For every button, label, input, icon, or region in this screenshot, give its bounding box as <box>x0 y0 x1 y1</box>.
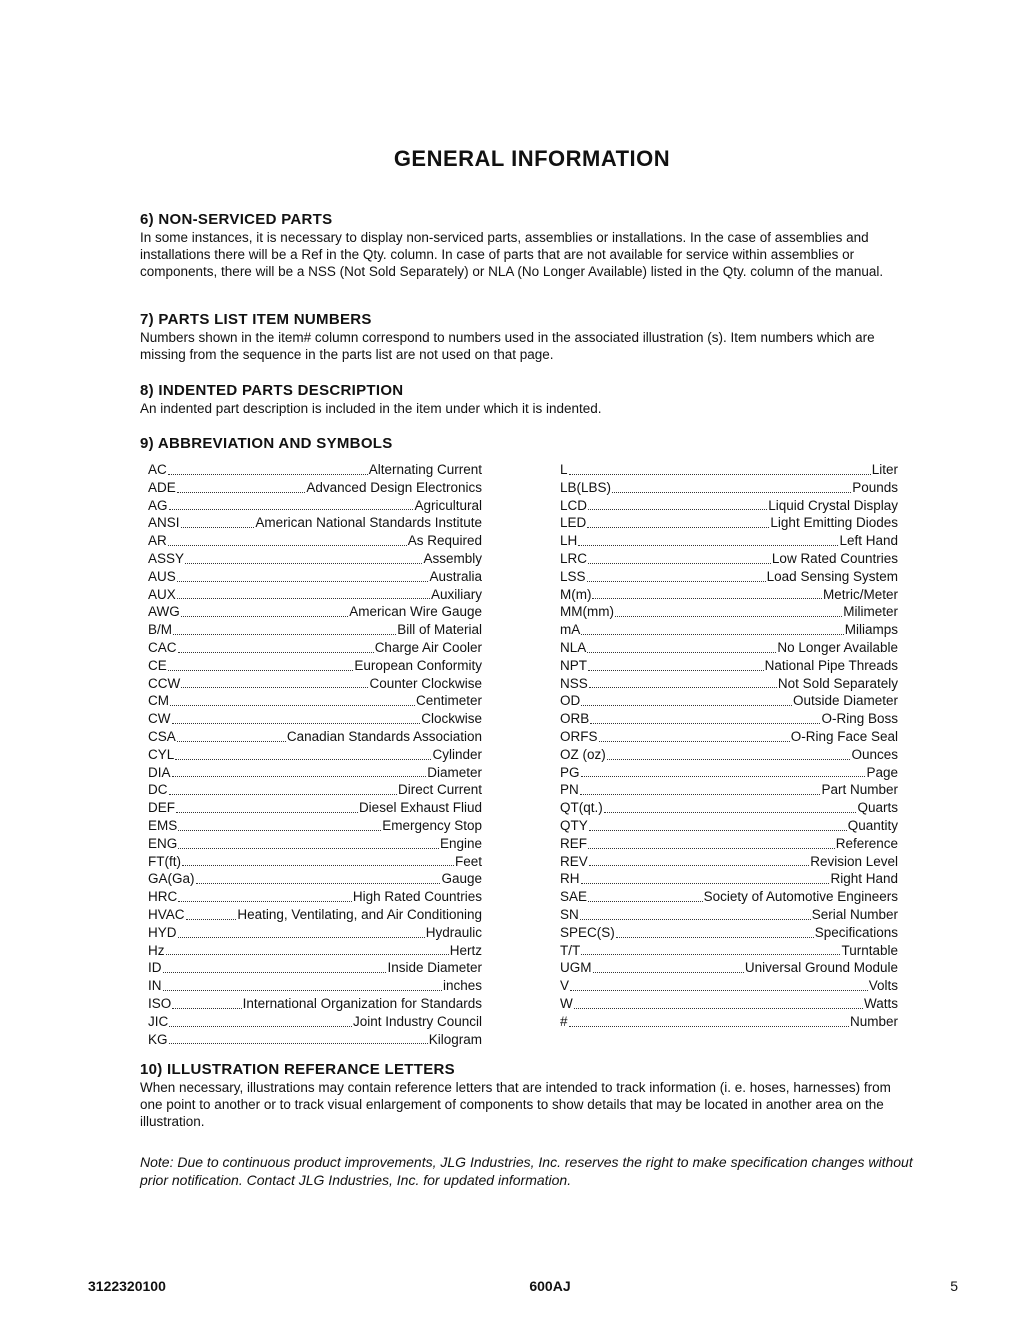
abbreviation-meaning: High Rated Countries <box>352 889 482 905</box>
abbreviation-term: ISO <box>148 995 172 1011</box>
abbreviation-meaning: Reference <box>835 835 898 851</box>
abbreviation-meaning: O-Ring Boss <box>821 711 898 727</box>
abbreviation-meaning: Quarts <box>857 800 898 816</box>
abbreviation-row <box>148 639 482 657</box>
abbreviation-row <box>148 977 482 995</box>
section-heading: 9) ABBREVIATION AND SYMBOLS <box>140 435 393 452</box>
abbreviation-meaning: Watts <box>863 995 898 1011</box>
abbreviation-term: B/M <box>148 622 173 638</box>
footer-doc-number: 3122320100 <box>88 1278 166 1294</box>
abbreviation-meaning: Auxiliary <box>430 586 482 602</box>
dot-leader <box>589 830 847 831</box>
abbreviation-term: V <box>560 978 570 994</box>
abbreviation-term: ORFS <box>560 728 598 744</box>
dot-leader <box>166 954 449 955</box>
abbreviation-meaning: Emergency Stop <box>382 817 482 833</box>
page-title: GENERAL INFORMATION <box>393 146 671 171</box>
abbreviation-row <box>148 657 482 675</box>
abbreviation-meaning: Low Rated Countries <box>771 550 898 566</box>
abbreviation-term: SAE <box>560 889 588 905</box>
abbreviation-row <box>560 781 898 799</box>
abbreviation-term: LB(LBS) <box>560 479 612 495</box>
abbreviation-row <box>148 532 482 550</box>
dot-leader <box>615 616 842 617</box>
dot-leader <box>587 652 776 653</box>
abbreviation-term: HVAC <box>148 906 185 922</box>
dot-leader <box>181 687 368 688</box>
abbreviation-meaning: Part Number <box>821 782 898 798</box>
abbreviation-meaning: International Organization for Standards <box>242 995 482 1011</box>
abbreviation-row <box>148 995 482 1013</box>
abbreviation-row <box>148 603 482 621</box>
abbreviation-meaning: Specifications <box>814 924 898 940</box>
abbreviation-meaning: Volts <box>868 978 898 994</box>
abbreviation-row <box>148 568 482 586</box>
dot-leader <box>588 670 764 671</box>
abbreviation-term: CM <box>148 693 169 709</box>
dot-leader <box>169 509 414 510</box>
dot-leader <box>163 990 442 991</box>
abbreviation-row <box>148 621 482 639</box>
abbreviation-column-left <box>148 461 482 1048</box>
abbreviation-term: # <box>560 1013 568 1029</box>
section-body: When necessary, illustrations may contain reference letters that are intended to track information (i. e. hoses, harnesses) from one point to another or to track visual enlargement of components to show details that may be located in another area on the illustration. <box>140 1080 891 1129</box>
dot-leader <box>599 741 790 742</box>
section-body: Numbers shown in the item# column correspond to numbers used in the associated illustration (s). Item numbers which are missing from the sequence in the parts list are not used on that page. <box>140 330 875 362</box>
abbreviation-row <box>148 924 482 942</box>
abbreviation-term: Hz <box>148 942 165 958</box>
section-body: In some instances, it is necessary to display non-serviced parts, assemblies or installations. In the case of assemblies and installations there will be a Ref in the Qty. column. In case of parts that are not available for service within assemblies or components, there will be a NSS (Not Sold Separately) or NLA (No Longer Available) listed in the Qty. column of the manual. <box>140 230 884 279</box>
abbreviation-term: RH <box>560 871 580 887</box>
abbreviation-row <box>560 639 898 657</box>
section-heading: 7) PARTS LIST ITEM NUMBERS <box>140 311 372 328</box>
abbreviation-term: MM(mm) <box>560 604 614 620</box>
abbreviation-row <box>560 675 898 693</box>
dot-leader <box>178 652 374 653</box>
abbreviation-row <box>560 870 898 888</box>
dot-leader <box>176 812 358 813</box>
abbreviation-meaning: Page <box>866 764 898 780</box>
abbreviation-term: JIC <box>148 1013 169 1029</box>
abbreviation-row <box>560 728 898 746</box>
abbreviation-meaning: Not Sold Separately <box>777 675 898 691</box>
abbreviation-term: W <box>560 995 573 1011</box>
dot-leader <box>175 759 431 760</box>
abbreviation-meaning: Canadian Standards Association <box>286 728 482 744</box>
abbreviation-meaning: Society of Automotive Engineers <box>703 889 898 905</box>
abbreviation-meaning: O-Ring Face Seal <box>790 728 898 744</box>
abbreviation-term: LRC <box>560 550 588 566</box>
abbreviation-row <box>148 746 482 764</box>
dot-leader <box>578 545 838 546</box>
abbreviation-meaning: Joint Industry Council <box>352 1013 482 1029</box>
abbreviation-term: CSA <box>148 728 176 744</box>
dot-leader <box>588 563 771 564</box>
abbreviation-row <box>148 675 482 693</box>
abbreviation-term: SPEC(S) <box>560 924 615 940</box>
dot-leader <box>593 972 744 973</box>
abbreviation-meaning: Agricultural <box>414 497 482 513</box>
abbreviation-meaning: Bill of Material <box>397 622 482 638</box>
abbreviation-row <box>560 835 898 853</box>
abbreviation-row <box>560 586 898 604</box>
abbreviation-term: mA <box>560 622 581 638</box>
abbreviation-row <box>560 764 898 782</box>
abbreviation-meaning: Light Emitting Diodes <box>770 515 898 531</box>
abbreviation-term: GA(Ga) <box>148 871 195 887</box>
abbreviation-meaning: Heating, Ventilating, and Air Conditioning <box>237 906 482 922</box>
section-indented-parts-description <box>140 382 905 417</box>
abbreviation-row <box>148 1031 482 1049</box>
abbreviation-row <box>148 728 482 746</box>
abbreviation-term: OZ (oz) <box>560 746 606 762</box>
dot-leader <box>581 883 830 884</box>
abbreviation-meaning: Clockwise <box>421 711 482 727</box>
section-abbreviations <box>140 435 905 453</box>
dot-leader <box>185 563 422 564</box>
dot-leader <box>604 812 857 813</box>
dot-leader <box>173 634 396 635</box>
abbreviation-meaning: Right Hand <box>830 871 898 887</box>
abbreviation-meaning: Quantity <box>847 817 898 833</box>
abbreviation-meaning: Feet <box>454 853 482 869</box>
abbreviation-row <box>560 514 898 532</box>
abbreviation-meaning: Universal Ground Module <box>744 960 898 976</box>
abbreviation-meaning: Liquid Crystal Display <box>768 497 898 513</box>
abbreviation-row <box>148 959 482 977</box>
abbreviation-term: L <box>560 462 568 477</box>
section-body: An indented part description is included in the item under which it is indented. <box>140 401 602 416</box>
dot-leader <box>581 776 866 777</box>
dot-leader <box>168 474 368 475</box>
abbreviation-row <box>148 942 482 960</box>
abbreviation-row <box>148 835 482 853</box>
abbreviation-row <box>560 603 898 621</box>
abbreviation-meaning: Diameter <box>427 764 482 780</box>
abbreviation-term: PN <box>560 782 579 798</box>
abbreviation-row <box>560 977 898 995</box>
dot-leader <box>170 705 415 706</box>
dot-leader <box>587 527 769 528</box>
abbreviation-row <box>148 853 482 871</box>
abbreviation-row <box>148 692 482 710</box>
abbreviation-term: NSS <box>560 675 588 691</box>
abbreviation-meaning: Load Sensing System <box>766 568 898 584</box>
abbreviation-term: CCW <box>148 675 181 691</box>
dot-leader <box>163 972 387 973</box>
abbreviation-row <box>148 586 482 604</box>
section-illustration-reference-letters <box>140 1061 905 1130</box>
dot-leader <box>612 492 851 493</box>
abbreviation-term: FT(ft) <box>148 853 181 869</box>
dot-leader <box>169 794 397 795</box>
abbreviation-row <box>560 746 898 764</box>
abbreviation-meaning: Serial Number <box>811 906 898 922</box>
abbreviation-term: AC <box>148 462 167 477</box>
dot-leader <box>569 474 871 475</box>
abbreviation-row <box>560 710 898 728</box>
abbreviation-meaning: Advanced Design Electronics <box>306 479 482 495</box>
dot-leader <box>588 901 703 902</box>
abbreviation-meaning: Hydraulic <box>425 924 482 940</box>
abbreviation-row <box>148 497 482 515</box>
dot-leader <box>169 1043 428 1044</box>
abbreviation-row <box>560 532 898 550</box>
abbreviation-row <box>560 959 898 977</box>
abbreviation-term: PG <box>560 764 580 780</box>
dot-leader <box>177 741 286 742</box>
abbreviation-term: ANSI <box>148 515 180 531</box>
abbreviation-meaning: American National Standards Institute <box>255 515 482 531</box>
abbreviation-row <box>148 479 482 497</box>
abbreviation-meaning: Milimeter <box>843 604 898 620</box>
abbreviation-term: DIA <box>148 764 171 780</box>
abbreviation-term: LED <box>560 515 587 531</box>
dot-leader <box>588 848 835 849</box>
section-parts-list-item-numbers <box>140 311 905 363</box>
abbreviation-term: REF <box>560 835 587 851</box>
dot-leader <box>178 848 439 849</box>
abbreviation-meaning: Australia <box>429 568 482 584</box>
dot-leader <box>177 598 430 599</box>
abbreviation-row <box>560 888 898 906</box>
dot-leader <box>177 492 306 493</box>
abbreviation-row <box>560 657 898 675</box>
abbreviation-meaning: Engine <box>439 835 482 851</box>
dot-leader <box>181 616 348 617</box>
abbreviation-row <box>560 568 898 586</box>
abbreviation-row <box>560 479 898 497</box>
abbreviation-meaning: American Wire Gauge <box>349 604 482 620</box>
dot-leader <box>168 670 354 671</box>
dot-leader <box>587 581 766 582</box>
abbreviation-term: M(m) <box>560 586 592 602</box>
dot-leader <box>181 527 255 528</box>
abbreviation-term: ORB <box>560 711 590 727</box>
abbreviation-row <box>148 870 482 888</box>
abbreviation-row <box>148 906 482 924</box>
abbreviation-meaning: No Longer Available <box>777 639 898 655</box>
abbreviation-row <box>560 497 898 515</box>
note: Note: Due to continuous product improvements, JLG Industries, Inc. reserves the right to make specification changes without prior notification. Contact JLG Industries, Inc. for updated information. <box>140 1154 913 1188</box>
dot-leader <box>168 545 407 546</box>
dot-leader <box>592 598 822 599</box>
dot-leader <box>186 919 237 920</box>
abbreviation-term: ADE <box>148 479 176 495</box>
abbreviation-meaning: Inside Diameter <box>387 960 482 976</box>
abbreviation-term: HYD <box>148 924 177 940</box>
abbreviation-term: EMS <box>148 817 178 833</box>
abbreviation-meaning: inches <box>442 978 482 994</box>
abbreviation-term: OD <box>560 693 581 709</box>
abbreviation-meaning: Outside Diameter <box>792 693 898 709</box>
abbreviation-term: DC <box>148 782 168 798</box>
abbreviation-meaning: Alternating Current <box>368 462 482 477</box>
abbreviation-row <box>560 550 898 568</box>
section-heading: 8) INDENTED PARTS DESCRIPTION <box>140 382 404 399</box>
abbreviation-term: T/T <box>560 942 581 958</box>
abbreviation-term: NLA <box>560 639 587 655</box>
section-heading: 6) NON-SERVICED PARTS <box>140 211 333 228</box>
abbreviation-meaning: Charge Air Cooler <box>374 639 482 655</box>
dot-leader <box>177 581 429 582</box>
abbreviation-term: LSS <box>560 568 586 584</box>
abbreviation-meaning: As Required <box>407 533 482 549</box>
abbreviation-term: CE <box>148 657 167 673</box>
abbreviation-term: NPT <box>560 657 587 673</box>
abbreviation-meaning: Metric/Meter <box>822 586 898 602</box>
abbreviation-meaning: European Conformity <box>354 657 482 673</box>
dot-leader <box>580 919 811 920</box>
abbreviation-row <box>148 1013 482 1031</box>
abbreviation-meaning: Number <box>849 1013 898 1029</box>
dot-leader <box>580 794 821 795</box>
dot-leader <box>607 759 851 760</box>
abbreviation-row <box>148 764 482 782</box>
abbreviation-meaning: Diesel Exhaust Fliud <box>358 800 482 816</box>
dot-leader <box>590 723 820 724</box>
dot-leader <box>182 865 454 866</box>
abbreviation-row <box>560 1013 898 1031</box>
abbreviation-row <box>560 853 898 871</box>
abbreviation-term: LH <box>560 533 578 549</box>
abbreviation-row <box>148 461 482 479</box>
abbreviation-row <box>148 888 482 906</box>
abbreviation-meaning: Cylinder <box>432 746 482 762</box>
abbreviation-meaning: Assembly <box>423 550 482 566</box>
dot-leader <box>172 1008 241 1009</box>
abbreviation-meaning: Left Hand <box>839 533 898 549</box>
abbreviation-term: IN <box>148 978 162 994</box>
dot-leader <box>570 990 868 991</box>
abbreviation-term: DEF <box>148 800 175 816</box>
dot-leader <box>581 634 843 635</box>
abbreviation-row <box>560 817 898 835</box>
abbreviation-row <box>560 799 898 817</box>
abbreviation-row <box>560 692 898 710</box>
abbreviation-meaning: Counter Clockwise <box>369 675 482 691</box>
dot-leader <box>581 705 792 706</box>
abbreviation-term: CW <box>148 711 171 727</box>
abbreviation-meaning: Gauge <box>441 871 482 887</box>
abbreviation-meaning: Pounds <box>852 479 898 495</box>
dot-leader <box>574 1008 863 1009</box>
abbreviation-meaning: Kilogram <box>428 1031 482 1047</box>
abbreviation-term: KG <box>148 1031 168 1047</box>
abbreviation-term: CAC <box>148 639 177 655</box>
abbreviation-meaning: Centimeter <box>415 693 482 709</box>
abbreviation-row <box>560 942 898 960</box>
abbreviation-row <box>148 514 482 532</box>
abbreviation-row <box>560 461 898 479</box>
abbreviation-row <box>148 817 482 835</box>
abbreviation-row <box>560 924 898 942</box>
abbreviation-row <box>560 995 898 1013</box>
abbreviation-meaning: Liter <box>871 462 898 477</box>
dot-leader <box>569 1026 849 1027</box>
abbreviation-term: AUS <box>148 568 176 584</box>
abbreviation-row <box>560 906 898 924</box>
dot-leader <box>169 1026 352 1027</box>
abbreviation-meaning: Hertz <box>449 942 482 958</box>
dot-leader <box>581 954 840 955</box>
dot-leader <box>178 830 381 831</box>
section-non-serviced-parts <box>140 211 905 280</box>
dot-leader <box>178 937 425 938</box>
abbreviation-meaning: Ounces <box>851 746 898 762</box>
abbreviation-meaning: National Pipe Threads <box>764 657 898 673</box>
abbreviation-row <box>560 621 898 639</box>
abbreviation-term: AWG <box>148 604 180 620</box>
dot-leader <box>172 776 427 777</box>
abbreviation-row <box>148 781 482 799</box>
abbreviation-term: SN <box>560 906 579 922</box>
abbreviation-row <box>148 710 482 728</box>
abbreviation-term: REV <box>560 853 588 869</box>
abbreviation-term: AG <box>148 497 168 513</box>
dot-leader <box>196 883 441 884</box>
abbreviation-meaning: Miliamps <box>844 622 898 638</box>
abbreviation-meaning: Revision Level <box>810 853 898 869</box>
dot-leader <box>178 901 352 902</box>
section-heading: 10) ILLUSTRATION REFERANCE LETTERS <box>140 1061 455 1078</box>
footer-page-number: 5 <box>950 1278 958 1294</box>
footer-model: 600AJ <box>529 1278 571 1294</box>
abbreviation-term: ASSY <box>148 550 185 566</box>
abbreviation-term: CYL <box>148 746 175 762</box>
abbreviation-meaning: Direct Current <box>397 782 482 798</box>
dot-leader <box>172 723 421 724</box>
abbreviation-term: UGM <box>560 960 592 976</box>
dot-leader <box>588 509 767 510</box>
abbreviation-term: QT(qt.) <box>560 800 603 816</box>
abbreviation-term: ID <box>148 960 162 976</box>
abbreviation-term: QTY <box>560 817 588 833</box>
dot-leader <box>589 865 809 866</box>
dot-leader <box>616 937 814 938</box>
abbreviation-column-right <box>560 461 898 1031</box>
abbreviation-row <box>148 799 482 817</box>
abbreviation-row <box>148 550 482 568</box>
abbreviation-term: AR <box>148 533 167 549</box>
abbreviation-term: ENG <box>148 835 178 851</box>
abbreviation-term: LCD <box>560 497 588 513</box>
abbreviation-term: HRC <box>148 889 178 905</box>
abbreviation-term: AUX <box>148 586 176 602</box>
dot-leader <box>589 687 777 688</box>
abbreviation-meaning: Turntable <box>841 942 898 958</box>
